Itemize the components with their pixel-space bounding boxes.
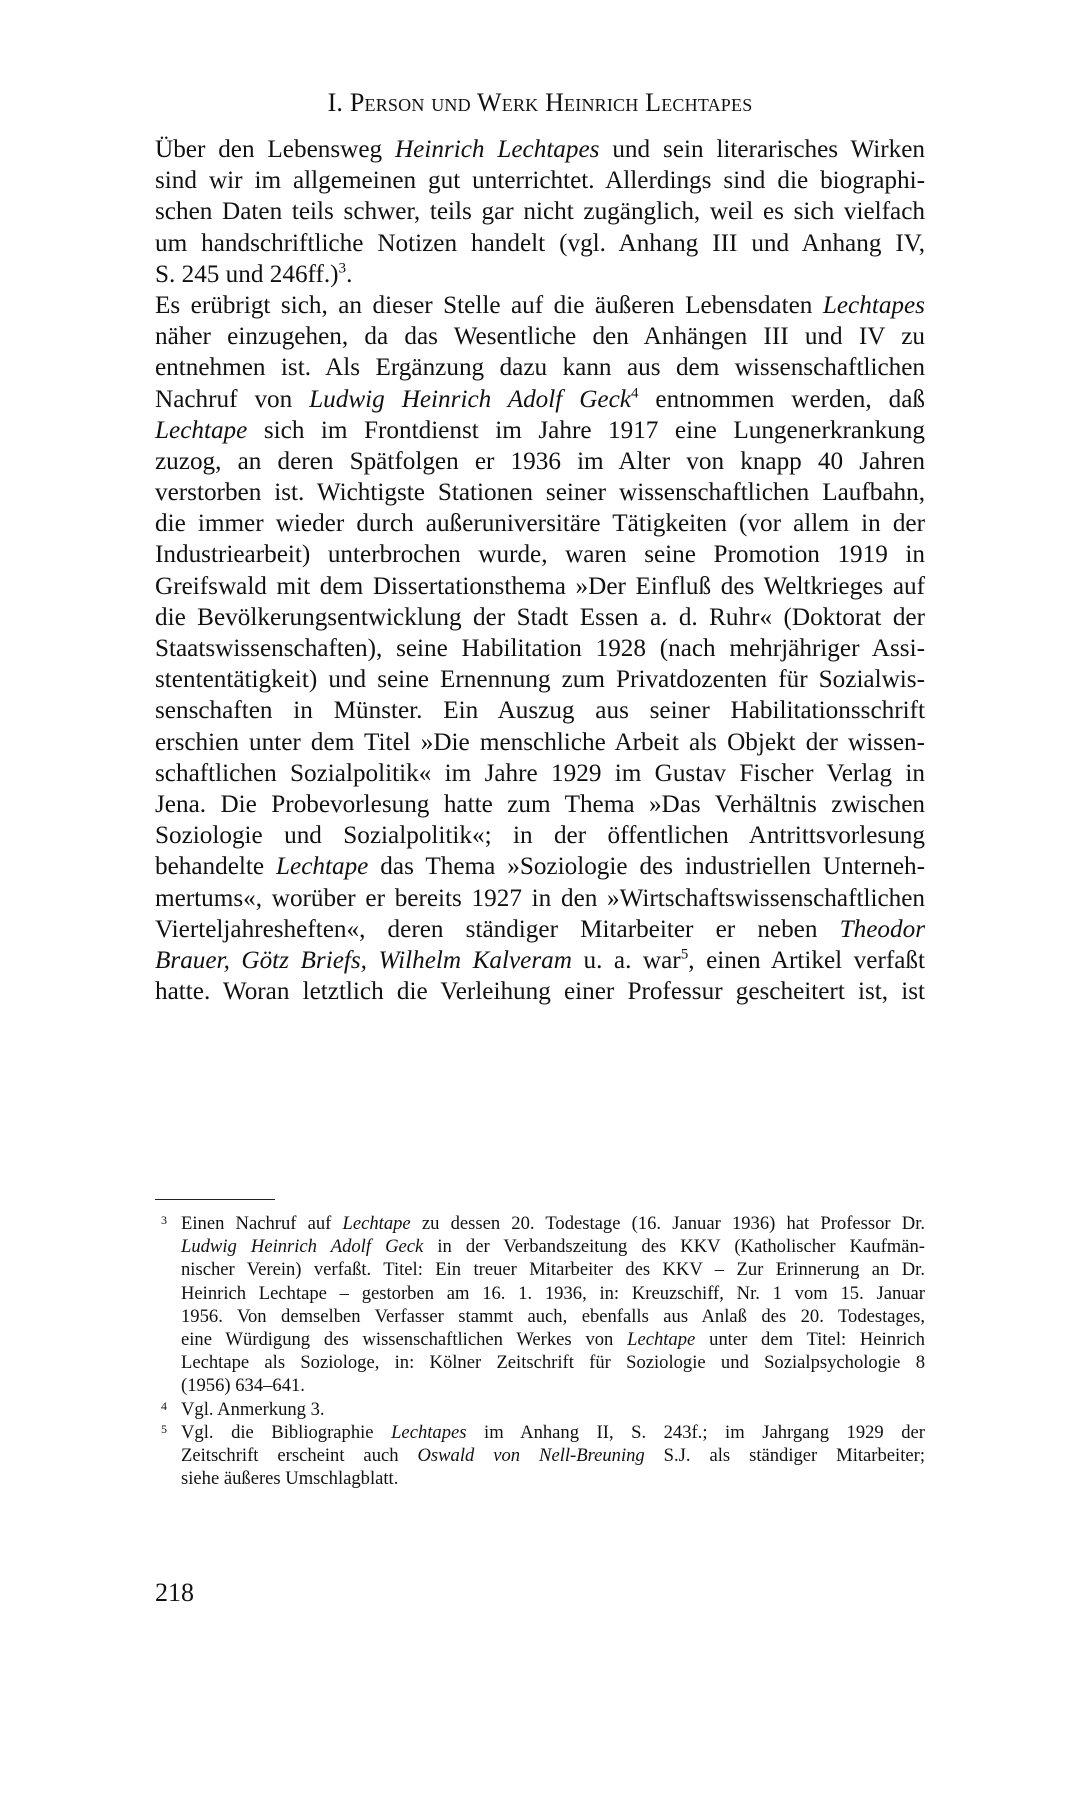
footnote-reference[interactable]: 5 [680,946,689,963]
footnote-5 [155,1421,925,1491]
italic-name: Theodor [839,915,925,943]
text-run: und sein literarisches Wirken [599,136,925,163]
text-line [155,415,925,446]
text-line [155,758,925,789]
text-line [181,1282,925,1305]
text-line [181,1398,925,1421]
text-run: Einen Nachruf auf [181,1213,343,1234]
text-run: , einen Artikel verfaßt [688,946,925,974]
text-line [181,1212,925,1235]
footnote-number: 4 [161,1398,167,1413]
text-run: zu dessen 20. Todestage (16. Januar 1936) hat Professor Dr. [410,1213,926,1234]
text-line [155,602,925,633]
text-run: Jena. Die Probevorlesung hatte zum Thema »Das Verhältnis zwischen [155,790,925,818]
chapter-number: I. [327,88,344,117]
italic-name: Lechtape [627,1328,696,1350]
text-run: Soziologie und Sozialpolitik«; in der öffentlichen Antrittsvorlesung [155,822,925,850]
text-run: Lechtape als Soziologe, in: Kölner Zeitschrift für Soziologie und Sozialpsychologie 8 [181,1352,925,1374]
text-run: um handschriftliche Notizen handelt (vgl. Anhang III und Anhang IV, [155,229,925,257]
text-run: im Anhang II, S. 243f.; im Jahrgang 1929 der [466,1421,925,1443]
text-line [155,446,925,477]
footnote-number: 5 [161,1421,167,1436]
text-line [155,165,925,196]
text-line [155,820,925,851]
text-line [155,290,925,321]
page-number: 218 [155,1578,194,1607]
text-run: entnehmen ist. Als Ergänzung dazu kann aus dem wissenschaftlichen [155,354,925,382]
text-run: Staatswissenschaften), seine Habilitation 1928 (nach mehrjähriger Assi- [155,635,925,662]
italic-name: Lechtape [276,853,369,881]
text-run: siehe äußeres Umschlagblatt. [181,1468,399,1490]
text-line [155,633,925,664]
text-run: Heinrich Lechtape – gestorben am 16. 1. 1936, in: Kreuzschiff, Nr. 1 vom 15. Januar [181,1282,925,1304]
text-run: Vgl. Anmerkung 3. [181,1398,325,1420]
footnote-separator [155,1199,275,1200]
text-line [155,508,925,539]
text-run: eine Würdigung des wissenschaftlichen Werkes von [181,1328,628,1350]
text-run: mertums«, worüber er bereits 1927 in den »Wirtschaftswissenschaftlichen [155,884,925,912]
text-line [181,1305,925,1328]
text-line [155,352,925,383]
text-run: entnommen werden, daß [638,385,926,413]
text-line [155,945,925,976]
text-line [155,259,925,290]
text-line [155,789,925,820]
text-line [181,1467,925,1490]
text-run: nischer Verein) verfaßt. Titel: Ein treuer Mitarbeiter des KKV – Zur Erinnerung an Dr. [181,1259,925,1281]
footnote-4 [155,1398,925,1421]
footnotes [155,1212,925,1490]
text-run: u. a. war [571,946,681,974]
text-run: 1956. Von demselben Verfasser stammt auch, ebenfalls aus Anlaß des 20. Todestages, [181,1305,925,1327]
text-run: Es erübrigt sich, an dieser Stelle auf die äußeren Lebensdaten [155,291,823,319]
text-run: Nachruf von [155,385,310,413]
text-run: in der Verbandszeitung des KKV (Katholischer Kaufmän- [423,1236,925,1258]
text-run: zuzog, an deren Spätfolgen er 1936 im Alter von knapp 40 Jahren [155,447,925,475]
text-run: . [346,260,353,288]
text-run: die immer wieder durch außeruniversitäre Tätigkeiten (vor allem in der [155,510,925,538]
text-run: unter dem Titel: Heinrich [695,1328,925,1350]
text-line [155,384,925,415]
text-run: senschaften in Münster. Ein Auszug aus seiner Habilitationsschrift [155,697,925,725]
chapter-heading [155,88,925,118]
text-line [155,477,925,508]
text-line [155,196,925,227]
text-run: (1956) 634–641. [181,1375,305,1397]
chapter-title: Person und Werk Heinrich Lechtapes [349,88,753,117]
text-line [155,883,925,914]
text-run: schaftlichen Sozialpolitik« im Jahre 1929 im Gustav Fischer Verlag in [155,759,925,787]
text-run: S. 245 und 246ff.) [155,260,339,288]
text-line [181,1258,925,1281]
text-run: näher einzugehen, da das Wesentliche den Anhängen III und IV zu [155,323,925,351]
italic-name: Ludwig Heinrich Adolf Geck [309,385,631,413]
text-line [181,1351,925,1374]
footnote-3 [155,1212,925,1398]
text-line [155,321,925,352]
italic-name: Lechtape [342,1213,411,1234]
text-run: behandelte [155,853,277,881]
footnote-reference[interactable]: 4 [630,385,639,402]
text-run: das Thema »Soziologie des industriellen Unterneh- [368,853,925,881]
text-line [155,571,925,602]
text-run: Industriearbeit) unterbrochen wurde, waren seine Promotion 1919 in [155,541,925,569]
text-line [155,664,925,695]
text-run: Vgl. die Bibliographie [181,1421,392,1443]
text-run: schen Daten teils schwer, teils gar nicht zugänglich, weil es sich vielfach [155,198,925,226]
text-line [155,727,925,758]
italic-name: Lechtapes [822,291,925,319]
text-line [155,134,925,165]
text-run: stententätigkeit) und seine Ernennung zum Privatdozenten für Sozialwis- [155,666,925,694]
text-line [181,1235,925,1258]
text-line [181,1421,925,1444]
text-run: Greifswald mit dem Dissertationsthema »Der Einfluß des Weltkrieges auf [155,572,925,600]
text-line [155,914,925,945]
footnote-number: 3 [161,1213,167,1227]
text-run: die Bevölkerungsentwicklung der Stadt Essen a. d. Ruhr« (Doktorat der [155,603,925,631]
text-line [155,228,925,259]
text-run: verstorben ist. Wichtigste Stationen seiner wissenschaftlichen Laufbahn, [155,479,925,507]
text-line [155,976,925,1007]
italic-name: Oswald von Nell-Breuning [417,1444,645,1466]
text-line [155,695,925,726]
italic-name: Heinrich Lechtapes [394,136,600,163]
text-run: S.J. als ständiger Mitarbeiter; [644,1444,925,1466]
text-run: Zeitschrift erscheint auch [181,1444,418,1466]
text-line [181,1444,925,1467]
text-run: erschien unter dem Titel »Die menschliche Arbeit als Objekt der wissen- [155,728,925,756]
body-text [155,134,925,1007]
italic-name: Lechtapes [391,1421,467,1443]
italic-name: Lechtape [155,416,248,444]
text-run: sind wir im allgemeinen gut unterrichtet. Allerdings sind die biographi- [155,167,925,195]
text-line [155,539,925,570]
italic-name: Ludwig Heinrich Adolf Geck [181,1236,424,1258]
text-run: sich im Frontdienst im Jahre 1917 eine Lungenerkrankung [247,416,925,444]
footnote-reference[interactable]: 3 [338,260,347,277]
text-line [155,851,925,882]
text-line [181,1328,925,1351]
italic-name: Brauer, Götz Briefs, Wilhelm Kalveram [155,946,572,974]
text-run: Über den Lebensweg [155,136,395,163]
text-run: Vierteljahresheften«, deren ständiger Mitarbeiter er neben [155,915,840,943]
text-line [181,1374,925,1397]
text-run: hatte. Woran letztlich die Verleihung einer Professur gescheitert ist, ist [155,978,925,1006]
